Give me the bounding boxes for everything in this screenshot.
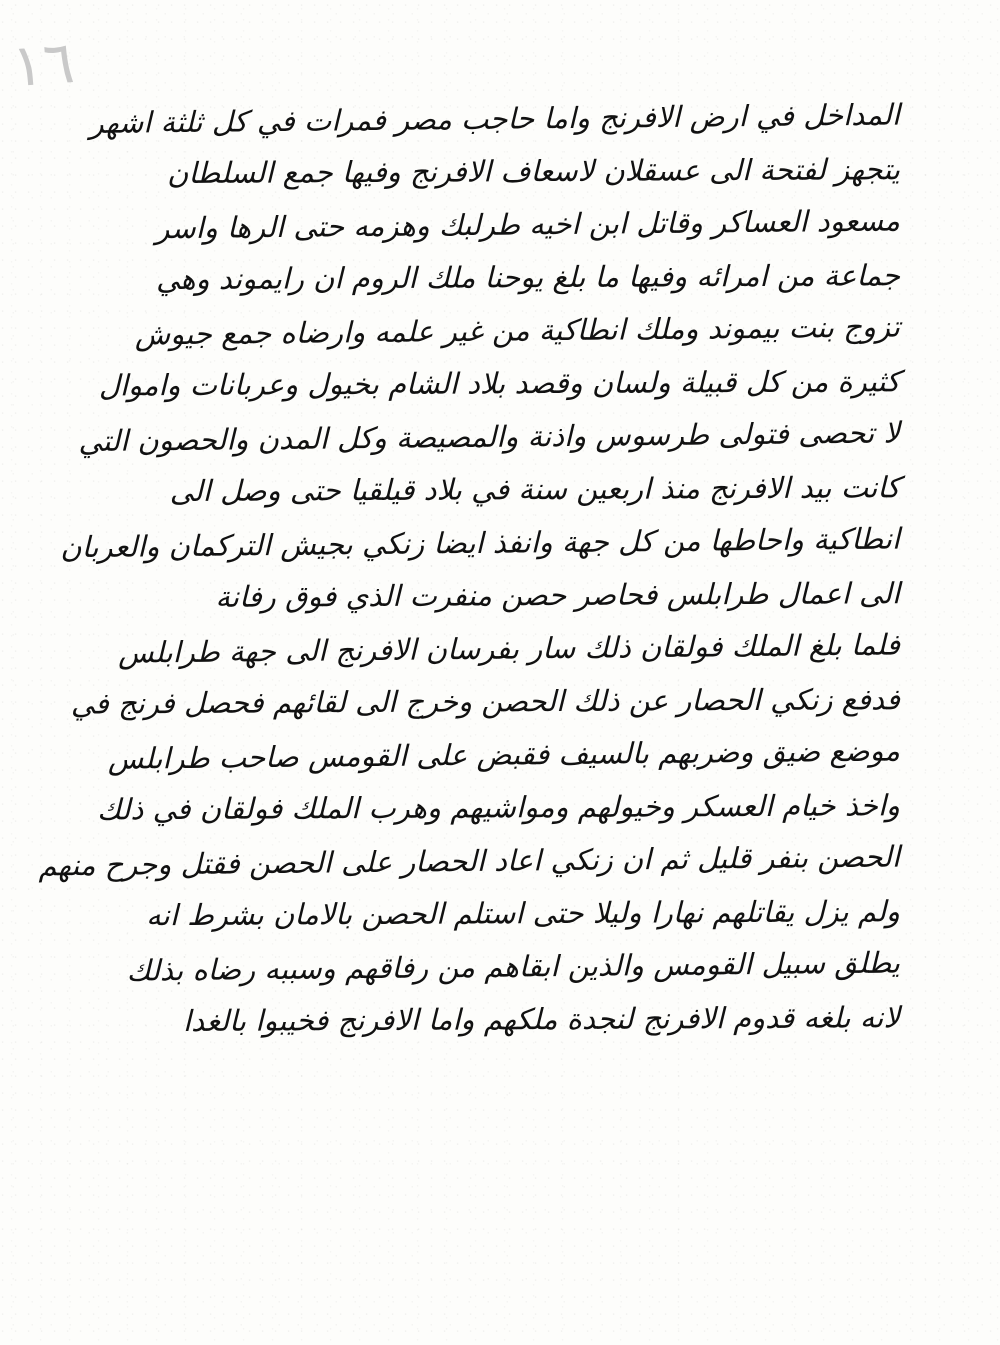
text-line: ولم يزل يقاتلهم نهارا وليلا حتى استلم الحصن بالامان بشرط انه bbox=[146, 894, 901, 933]
text-line: موضع ضيق وضربهم بالسيف فقبض على القومس صاحب طرابلس bbox=[107, 733, 901, 776]
text-line: يتجهز لفتحة الى عسقلان لاسعاف الافرنج وفيها جمع السلطان bbox=[167, 152, 901, 191]
text-line: فدفع زنكي الحصار عن ذلك الحصن وخرج الى لقائهم فحصل فرنج في bbox=[70, 682, 901, 721]
text-line: فلما بلغ الملك فولقان ذلك سار بفرسان الافرنج الى جهة طرابلس bbox=[117, 627, 901, 670]
text-line: تزوج بنت بيموند وملك انطاكية من غير علمه وارضاه جمع جيوش bbox=[134, 309, 901, 352]
text-line: الى اعمال طرابلس فحاصر حصن منفرت الذي فوق رفانة bbox=[215, 576, 901, 614]
text-line: الحصن بنفر قليل ثم ان زنكي اعاد الحصار على الحصن فقتل وجرح منهم bbox=[38, 839, 901, 883]
text-line: لا تحصى فتولى طرسوس واذنة والمصيصة وكل المدن والحصون التي bbox=[78, 415, 901, 459]
manuscript-text-block bbox=[38, 92, 901, 1046]
text-line: كانت بيد الافرنج منذ اربعين سنة في بلاد قيلقيا حتى وصل الى bbox=[169, 470, 901, 509]
text-line: المداخل في ارض الافرنج واما حاجب مصر فمرات في كل ثلثة اشهر bbox=[89, 97, 901, 140]
text-line: مسعود العساكر وقاتل ابن اخيه طرلبك وهزمه حتى الرها واسر bbox=[155, 203, 901, 246]
text-line: واخذ خيام العسكر وخيولهم ومواشيهم وهرب الملك فولقان في ذلك bbox=[97, 788, 901, 827]
text-line: جماعة من امرائه وفيها ما بلغ يوحنا ملك الروم ان رايموند وهي bbox=[155, 258, 901, 297]
folio-number: ١٦ bbox=[9, 27, 77, 101]
text-line: انطاكية واحاطها من كل جهة وانفذ ايضا زنكي بجيش التركمان والعربان bbox=[60, 521, 901, 565]
text-line: كثيرة من كل قبيلة ولسان وقصد بلاد الشام بخيول وعربانات واموال bbox=[98, 364, 901, 403]
text-line: يطلق سبيل القومس والذين ابقاهم من رفاقهم وسببه رضاه بذلك bbox=[126, 945, 901, 988]
text-line: لانه بلغه قدوم الافرنج لنجدة ملكهم واما الافرنج فخيبوا بالغدا bbox=[182, 1000, 901, 1038]
